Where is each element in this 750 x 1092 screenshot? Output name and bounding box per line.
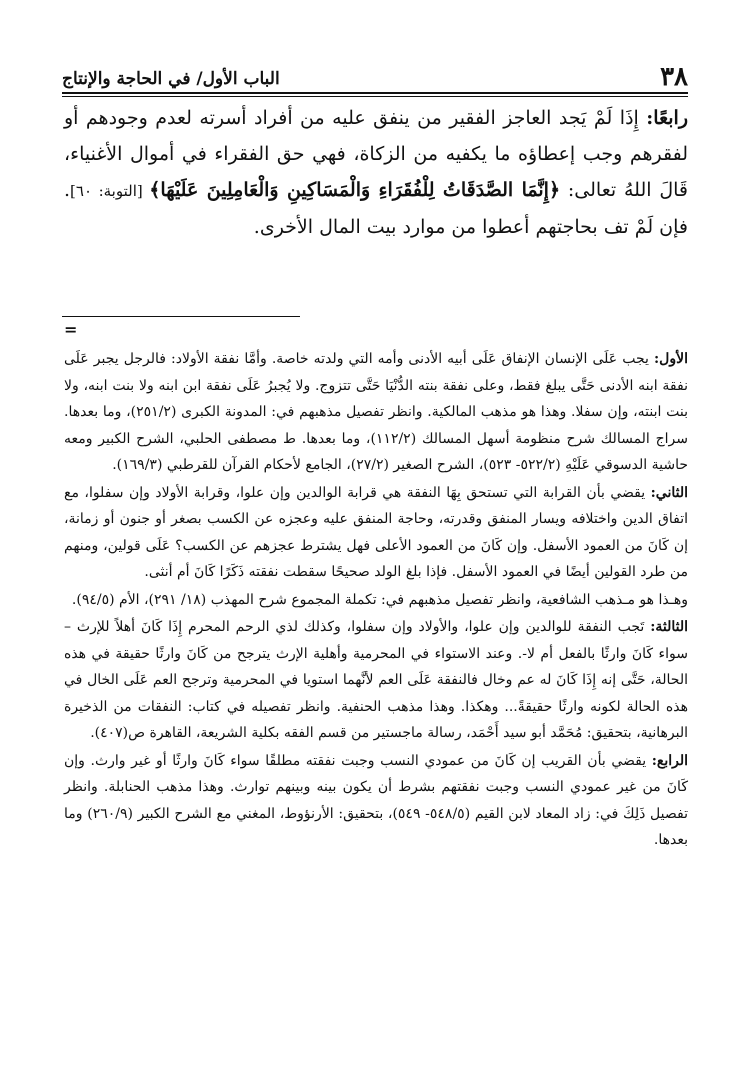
- running-title: الباب الأول/ في الحاجة والإنتاج: [62, 69, 280, 89]
- footnotes: [64, 346, 688, 855]
- main-text: [64, 100, 688, 245]
- quran-verse: ﴿إِنَّمَا الصَّدَقَاتُ لِلْفُقَرَاءِ وَالْمَسَاكِينِ وَالْعَامِلِينَ عَلَيْهَا﴾: [149, 179, 561, 201]
- page-number: ٣٨: [660, 62, 688, 92]
- footnote-lead: الثالثة:: [650, 619, 688, 635]
- footnote-text: يقضي بأن القرابة التي تستحق بِهَا النفقة هي قرابة الوالدين وإن علوا، وقرابة الأولاد وإن سفلوا، مع اتفاق الدين واختلافه ويسار المنفق وقدرته، وحاجة المنفق عليه وعجزه عن الكسب بصغر أو جنون أو زمانة، إن كَانَ من العمود الأسفل. وإن كَانَ من العمود الأعلى فهل يشترط عجزهم عن الكسب؟ عَلَى قولين، ومنهم من طرد القولين أيضًا في العمود الأسفل. فإذا بلغ الولد صحيحًا سقطت نفقته ذَكَرًا كَانَ أم أنثى.: [64, 484, 688, 580]
- verse-reference: [التوبة: ٦٠]: [70, 182, 150, 200]
- main-lead: رابعًا:: [646, 107, 688, 129]
- footnote-paragraph: [64, 587, 688, 614]
- footnote-text: يجب عَلَى الإنسان الإنفاق عَلَى أبيه الأدنى وأمه التي ولدته خاصة. وأمَّا نفقة الأولاد: فالرجل يجبر عَلَى نفقة ابنه الأدنى حَتَّى يبلغ فقط، وعلى نفقة بنته الدُّنْيَا حَتَّى تتزوج. ولا يُجبرُ عَلَى نفقة ابن ابنه ولا بنت ابنه، ولا بنت ابنته، وإن سفلا. وهذا هو مذهب المالكية. وانظر تفصيل مذهبهم في: المدونة الكبرى (٢٥١/٢)، وما بعدها. سراج المسالك شرح منظومة أسهل المسالك (١١٢/٢)، وما بعدها. ط مصطفى الحلبي، الشرح الكبير ومعه حاشية الدسوقي عَلَيْهِ (٥٢٢/٢- ٥٢٣)، الشرح الصغير (٢٧/٢)، الجامع لأحكام القرآن للقرطبي (١٦٩/٣).: [64, 351, 688, 473]
- page-header: [62, 48, 688, 90]
- footnote-lead: الثاني:: [650, 484, 688, 501]
- footnote-paragraph: [64, 480, 688, 586]
- main-paragraph: [64, 100, 688, 245]
- header-rule: [62, 92, 688, 97]
- footnote-text: يقضي بأن القريب إن كَانَ من عمودي النسب وجبت نفقته مطلقًا سواء كَانَ وارثًا أو غير وارث. وإن كَانَ من غير عمودي النسب وجبت نفقتهم بشرط أن يكون بينه وبينهم توارث. وهذا مذهب الحنابلة. وانظر تفصيل ذَلِكَ في: زاد المعاد لابن القيم (٥٤٨/٥- ٥٤٩)، بتحقيق: الأرنؤوط، المغني مع الشرح الكبير (٢٦٠/٩) وما بعدها.: [64, 752, 688, 848]
- footnote-lead: الرابع:: [651, 752, 688, 769]
- footnote-separator: [62, 316, 300, 317]
- main-text-part-2: . فإن لَمْ تف بحاجتهم أعطوا من موارد بيت المال الأخرى.: [64, 179, 688, 238]
- footnote-paragraph: [64, 614, 688, 747]
- footnote-continuation-marker: =: [64, 320, 78, 339]
- main-text-part-1: إِذَا لَمْ يَجد العاجز الفقير من ينفق عليه من أفراد أسرته لعدم وجودهم أو لفقرهم وجب إعطاؤه ما يكفيه من الزكاة، فهي حق الفقراء في أموال الأغنياء، قَالَ اللهُ تعالى:: [64, 107, 689, 201]
- footnote-text: تَجب النفقة للوالدين وإن علوا، والأولاد وإن سفلوا، وكذلك لذي الرحم المحرم إِذَا كَانَ أهلاً للإرث –سواء كَانَ وارثًا بالفعل أم لا-. وعند الاستواء في المحرمية وأهلية الإرث يترجح من كَانَ وارثًا حقيقة في هذه الحالة، حَتَّى إنه إِذَا كَانَ له عم وخال فالنفقة عَلَى العم لأنَّهما استويا في المحرمية وترجح العم عَلَى الخال في هذه الحالة لكونه وارثًا حقيقةً... وهكذا. وهذا مذهب الحنفية. وانظر تفصيله في كتاب: النفقات من الذخيرة البرهانية، بتحقيق: مُحَمَّد أبو سيد أَحْمَد، رسالة ماجستير من قسم الفقه بكلية الشريعة، القاهرة ص(٤٠٧).: [64, 619, 688, 741]
- footnote-lead: الأول:: [654, 351, 688, 367]
- footnote-text: وهـذا هو مـذهب الشافعية، وانظر تفصيل مذهبهم في: تكملة المجموع شرح المهذب (١٨/ ٢٩١)، الأم (٩٤/٥).: [71, 591, 688, 608]
- footnote-paragraph: [64, 346, 688, 479]
- footnote-paragraph: [64, 748, 688, 854]
